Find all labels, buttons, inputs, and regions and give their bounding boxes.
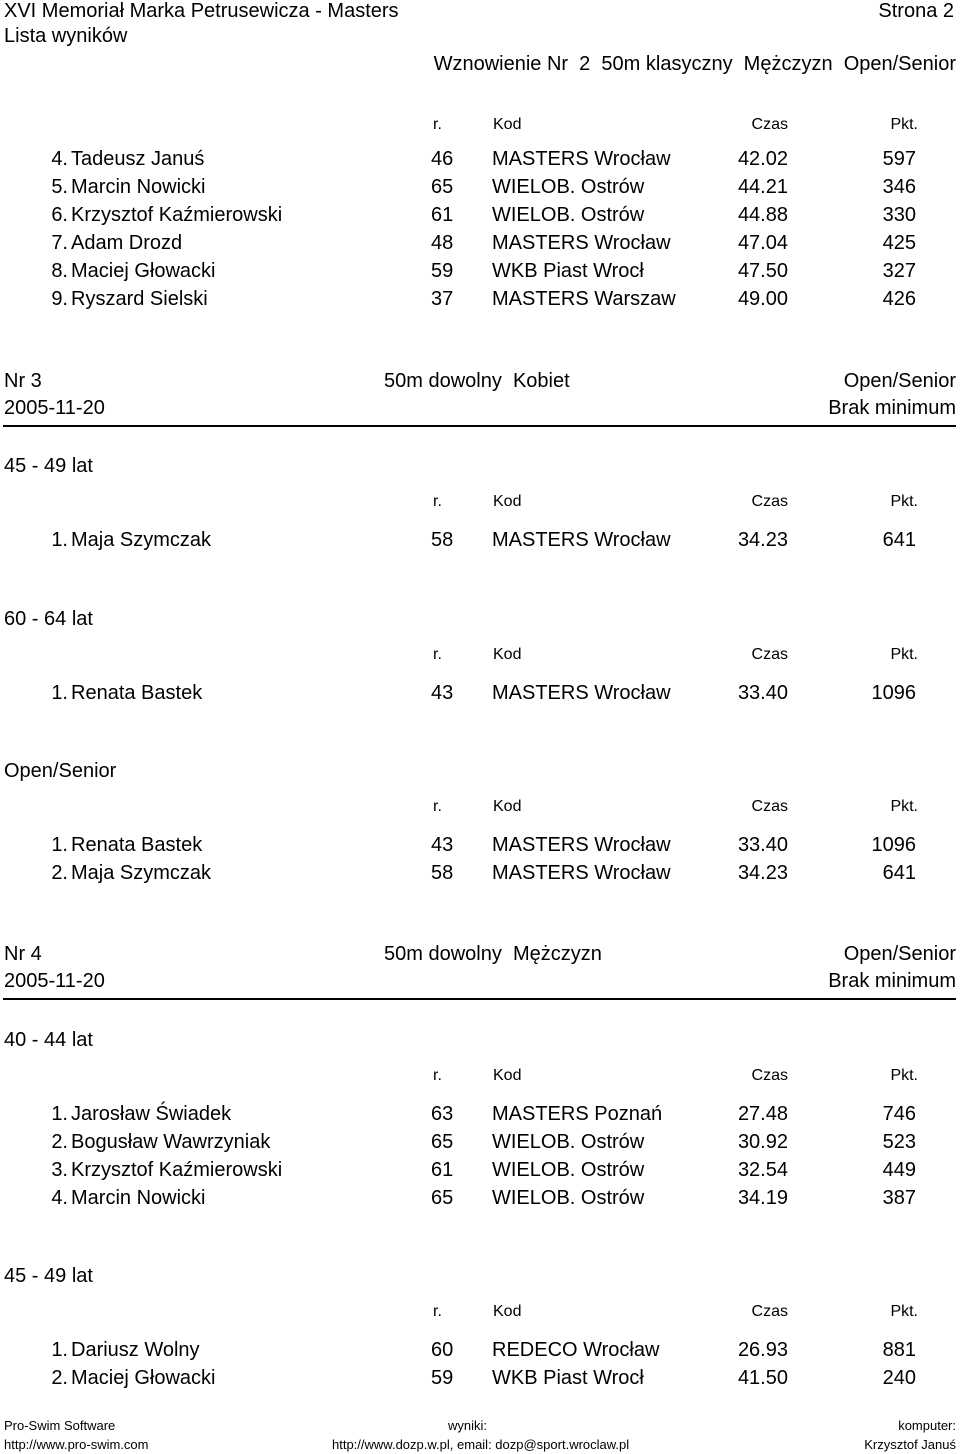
result-place: 1. [51,834,68,856]
result-birth-year: 43 [431,834,454,856]
result-place: 1. [51,529,68,551]
column-header-kod: Kod [493,1303,522,1320]
result-name: Marcin Nowicki [71,1187,206,1209]
result-club: MASTERS Wrocław [492,529,671,551]
column-header-pkt: Pkt. [890,1067,918,1084]
result-birth-year: 65 [431,1187,454,1209]
result-points: 346 [882,176,916,198]
column-header-r: r. [433,646,442,663]
result-time: 47.04 [737,232,788,254]
column-header-kod: Kod [493,1067,522,1084]
result-name: Bogusław Wawrzyniak [71,1131,271,1153]
result-time: 34.19 [737,1187,788,1209]
column-header-czas: Czas [751,1067,788,1084]
result-time: 30.92 [737,1131,788,1153]
result-name: Maja Szymczak [71,529,212,551]
result-club: WKB Piast Wrocł [492,260,644,282]
continuation-heading: Wznowienie Nr 2 50m klasyczny Mężczyzn Open/Senior [433,53,956,75]
column-header-czas: Czas [751,493,788,510]
result-points: 426 [882,288,916,310]
result-club: MASTERS Wrocław [492,682,671,704]
result-name: Marcin Nowicki [71,176,206,198]
event-date: 2005-11-20 [4,397,105,419]
result-points: 425 [882,232,916,254]
result-time: 33.40 [737,834,788,856]
result-points: 330 [882,204,916,226]
result-birth-year: 59 [431,1367,454,1389]
result-place: 1. [51,682,68,704]
result-place: 6. [51,204,68,226]
result-name: Maja Szymczak [71,862,212,884]
event-divider [3,425,956,427]
result-club: WIELOB. Ostrów [492,176,645,198]
result-time: 42.02 [737,148,788,170]
footer-results-contact[interactable]: http://www.dozp.w.pl, email: dozp@sport.wroclaw.pl [332,1437,630,1452]
event-number: Nr 4 [4,943,42,965]
result-name: Renata Bastek [71,834,203,856]
result-name: Renata Bastek [71,682,203,704]
age-group-label: 45 - 49 lat [4,1265,93,1287]
result-place: 1. [51,1339,68,1361]
column-header-pkt: Pkt. [890,646,918,663]
result-club: MASTERS Poznań [492,1103,663,1125]
column-header-r: r. [433,1303,442,1320]
column-header-pkt: Pkt. [890,798,918,815]
result-birth-year: 58 [431,862,454,884]
result-name: Jarosław Świadek [71,1103,232,1125]
result-birth-year: 43 [431,682,454,704]
result-birth-year: 58 [431,529,454,551]
footer-results-label: wyniki: [448,1418,488,1433]
event-name: 50m dowolny Mężczyzn [384,943,602,965]
event-minimum: Brak minimum [828,970,956,992]
column-header-pkt: Pkt. [890,493,918,510]
result-name: Maciej Głowacki [71,1367,216,1389]
column-header-pkt: Pkt. [890,116,918,133]
document-title: XVI Memoriał Marka Petrusewicza - Masters [4,0,399,22]
result-points: 240 [882,1367,916,1389]
event-minimum: Brak minimum [828,397,956,419]
age-group-label: 45 - 49 lat [4,455,93,477]
result-points: 327 [882,260,916,282]
age-group-label: Open/Senior [4,760,117,782]
footer-computer-label: komputer: [898,1418,956,1433]
result-club: MASTERS Wrocław [492,862,671,884]
result-points: 641 [882,862,916,884]
age-group-label: 60 - 64 lat [4,608,93,630]
event-date: 2005-11-20 [4,970,105,992]
result-birth-year: 61 [431,204,454,226]
result-place: 3. [51,1159,68,1181]
column-header-kod: Kod [493,493,522,510]
result-name: Krzysztof Kaźmierowski [71,1159,283,1181]
result-place: 2. [51,1367,68,1389]
footer-software-url[interactable]: http://www.pro-swim.com [4,1437,149,1452]
footer-software: Pro-Swim Software [4,1418,116,1433]
column-header-r: r. [433,493,442,510]
result-points: 1096 [871,834,916,856]
result-birth-year: 63 [431,1103,454,1125]
result-time: 44.21 [737,176,788,198]
result-place: 5. [51,176,68,198]
result-points: 597 [882,148,916,170]
column-header-kod: Kod [493,646,522,663]
result-time: 33.40 [737,682,788,704]
result-place: 2. [51,1131,68,1153]
result-birth-year: 48 [431,232,454,254]
result-birth-year: 65 [431,176,454,198]
result-points: 449 [882,1159,916,1181]
result-birth-year: 59 [431,260,454,282]
column-header-kod: Kod [493,798,522,815]
result-club: REDECO Wrocław [492,1339,660,1361]
event-category: Open/Senior [843,943,956,965]
result-place: 9. [51,288,68,310]
result-points: 641 [882,529,916,551]
result-time: 34.23 [737,862,788,884]
result-club: MASTERS Warszaw [492,288,676,310]
result-place: 1. [51,1103,68,1125]
result-name: Ryszard Sielski [71,288,208,310]
result-birth-year: 37 [431,288,454,310]
document-subtitle: Lista wyników [4,25,128,47]
result-place: 2. [51,862,68,884]
result-place: 8. [51,260,68,282]
result-time: 47.50 [737,260,788,282]
result-place: 4. [51,148,68,170]
column-header-r: r. [433,116,442,133]
result-points: 1096 [871,682,916,704]
result-club: MASTERS Wrocław [492,232,671,254]
footer-computer-name: Krzysztof Januś [864,1437,956,1452]
result-name: Dariusz Wolny [71,1339,200,1361]
result-club: MASTERS Wrocław [492,834,671,856]
result-place: 7. [51,232,68,254]
result-birth-year: 46 [431,148,454,170]
result-club: WKB Piast Wrocł [492,1367,644,1389]
result-club: WIELOB. Ostrów [492,204,645,226]
result-club: WIELOB. Ostrów [492,1187,645,1209]
result-time: 26.93 [737,1339,788,1361]
result-birth-year: 65 [431,1131,454,1153]
result-birth-year: 60 [431,1339,454,1361]
result-name: Adam Drozd [71,232,183,254]
column-header-r: r. [433,798,442,815]
result-time: 27.48 [737,1103,788,1125]
result-club: WIELOB. Ostrów [492,1131,645,1153]
column-header-pkt: Pkt. [890,1303,918,1320]
result-club: MASTERS Wrocław [492,148,671,170]
result-points: 523 [882,1131,916,1153]
result-place: 4. [51,1187,68,1209]
column-header-kod: Kod [493,116,522,133]
page-number: Strona 2 [878,0,954,22]
result-points: 881 [882,1339,916,1361]
result-name: Tadeusz Januś [71,148,205,170]
column-header-r: r. [433,1067,442,1084]
event-category: Open/Senior [843,370,956,392]
result-club: WIELOB. Ostrów [492,1159,645,1181]
event-number: Nr 3 [4,370,42,392]
result-time: 49.00 [737,288,788,310]
result-time: 34.23 [737,529,788,551]
result-time: 32.54 [737,1159,788,1181]
result-time: 41.50 [737,1367,788,1389]
result-birth-year: 61 [431,1159,454,1181]
event-name: 50m dowolny Kobiet [384,370,570,392]
result-name: Krzysztof Kaźmierowski [71,204,283,226]
result-points: 746 [882,1103,916,1125]
result-points: 387 [882,1187,916,1209]
column-header-czas: Czas [751,116,788,133]
column-header-czas: Czas [751,1303,788,1320]
column-header-czas: Czas [751,798,788,815]
age-group-label: 40 - 44 lat [4,1029,93,1051]
result-name: Maciej Głowacki [71,260,216,282]
result-time: 44.88 [737,204,788,226]
event-divider [3,998,956,1000]
column-header-czas: Czas [751,646,788,663]
